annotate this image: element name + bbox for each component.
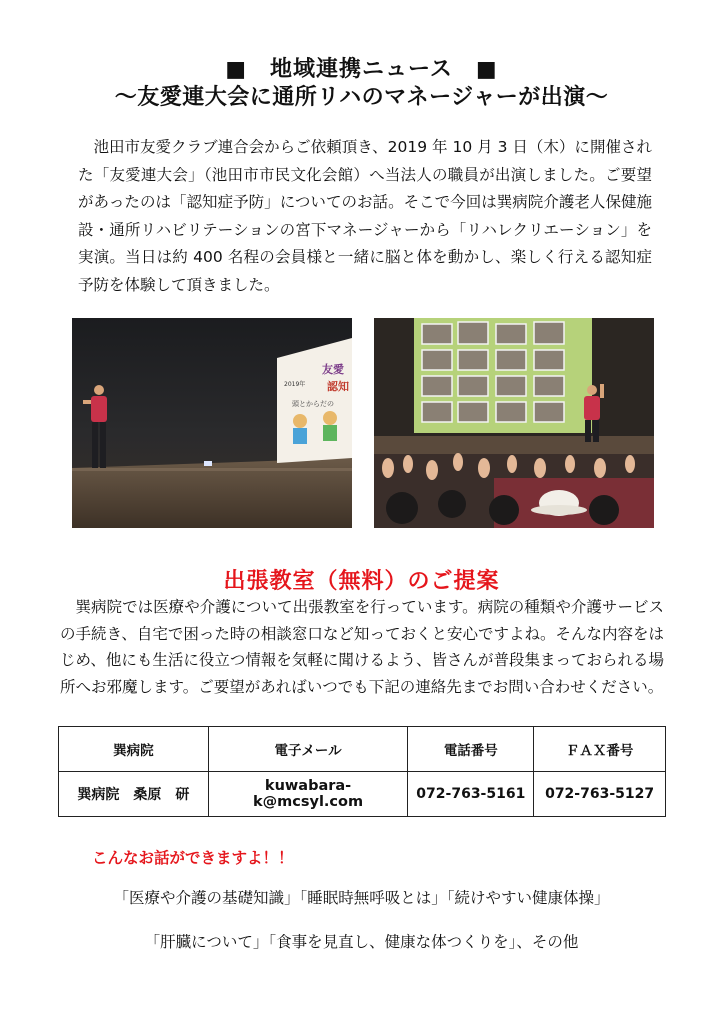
slide-text-2: 認知: [327, 380, 349, 393]
topics-line-2: 「肝臓について」「食事を見直し、健康な体つくりを」、その他: [144, 933, 579, 951]
photo-stage-presentation: [72, 318, 352, 528]
contact-table-row: [59, 772, 666, 817]
proposal-paragraph: 巽病院では医療や介護について出張教室を行っています。病院の種類や介護サービスの手続き、自宅で困った時の相談窓口など知っておくと安心ですよね。そんな内容をはじめ、他にも生活に役立つ情報を気軽に聞けるよう、皆さんが普段集まっておられる場所へお邪魔します。ご要望があればいつでも下記の連絡先までお問い合わせください。: [60, 598, 664, 696]
header-hospital: 巽病院: [59, 727, 209, 772]
header-fax: ＦＡＸ番号: [534, 727, 666, 772]
news-title: ■ 地域連携ニュース ■: [225, 57, 498, 82]
header-phone: 電話番号: [408, 727, 534, 772]
proposal-heading: 出張教室（無料）のご提案: [223, 569, 500, 594]
topics-line-1: 「医療や介護の基礎知識」「睡眠時無呼吸とは」「続けやすい健康体操」: [113, 889, 610, 907]
contact-phone: 072-763-5161: [408, 772, 534, 817]
contact-name: 巽病院 桑原 研: [59, 772, 209, 817]
slide-text-3: 2019年: [284, 381, 306, 388]
intro-paragraph: 池田市友愛クラブ連合会からご依頼頂き、2019 年 10 月 3 日（木）に開催された「友愛連大会」（池田市市民文化会館）へ当法人の職員が出演しました。ご要望があったのは「認知症予防」についてのお話。そこで今回は巽病院介護老人保健施設・通所リハビリテーションの宮下マネージャーから「リハレクリエーション」を実演。当日は約 400 名程の会員様と一緒に脳と体を動かし、楽しく行える認知症予防を体験して頂きました。: [78, 138, 652, 294]
slide-text-4: 頭とからだの: [292, 400, 334, 408]
slide-text-1: 友愛: [322, 363, 344, 376]
photo-audience-activity: [374, 318, 654, 528]
audience-photo-graphic: [374, 318, 654, 528]
header-email: 電子メール: [208, 727, 408, 772]
contact-email: kuwabara-k@mcsyl.com: [208, 772, 408, 817]
contact-fax: 072-763-5127: [534, 772, 666, 817]
news-subtitle: ～友愛連大会に通所リハのマネージャーが出演～: [114, 85, 609, 110]
topics-note: こんなお話ができますよ！！: [92, 849, 294, 867]
contact-table: [58, 726, 666, 817]
contact-table-header-row: [59, 727, 666, 772]
stage-photo-graphic: [72, 318, 352, 528]
